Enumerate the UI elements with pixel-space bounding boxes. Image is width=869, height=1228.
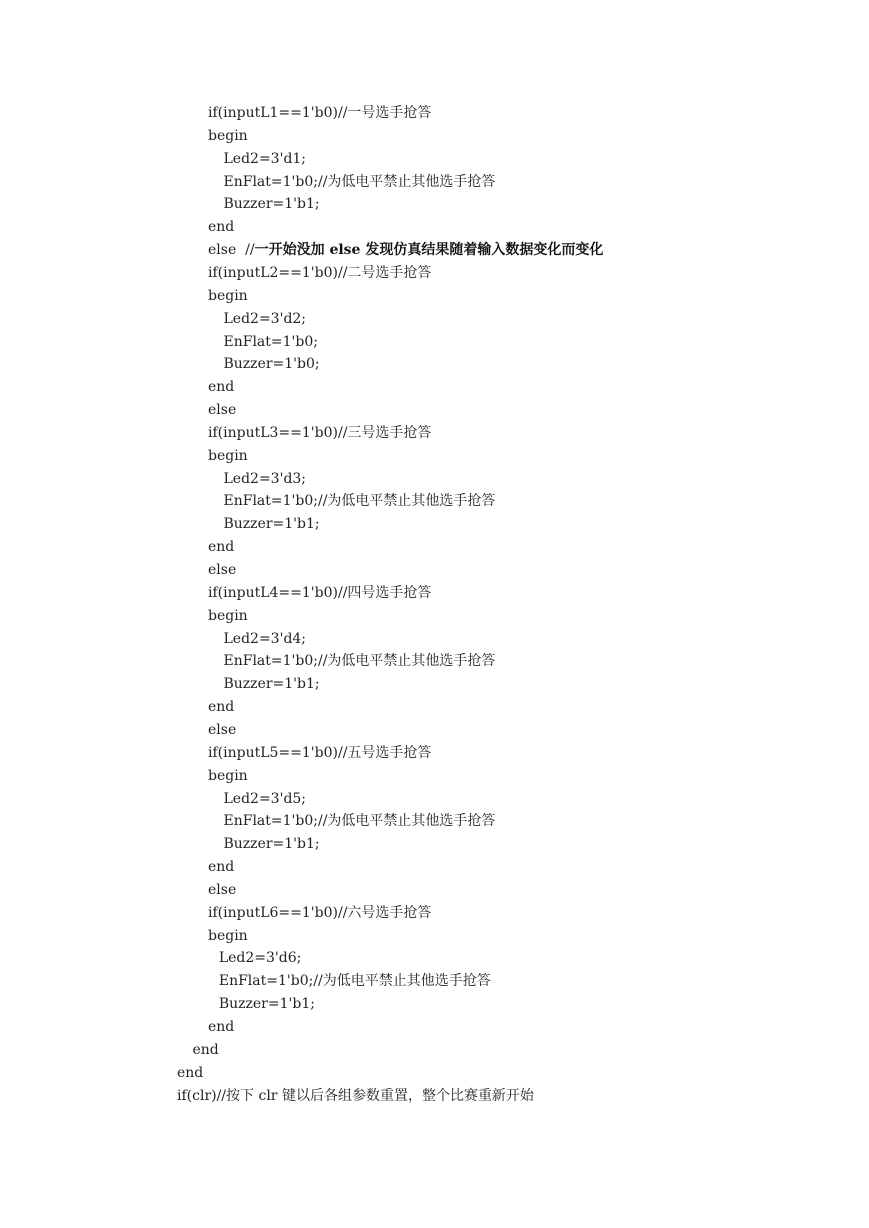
code-text: begin — [208, 127, 248, 144]
code-text: Led2=3'd4; — [223, 630, 307, 647]
code-text: end — [208, 539, 235, 556]
code-line — [177, 1087, 534, 1105]
code-text: end — [208, 699, 235, 716]
code-line — [208, 264, 431, 282]
code-text: begin — [208, 447, 248, 464]
code-line — [208, 447, 248, 465]
code-line — [208, 721, 236, 739]
code-line — [224, 515, 320, 533]
code-text: begin — [208, 927, 248, 944]
code-text: if(inputL6==1'b0)//六号选手抢答 — [208, 904, 432, 921]
code-text: Buzzer=1'b1; — [223, 836, 320, 853]
code-line — [193, 1041, 219, 1059]
code-line — [224, 333, 318, 351]
code-line — [208, 881, 236, 899]
code-line — [219, 972, 491, 990]
code-text: EnFlat=1'b0; — [223, 333, 318, 350]
code-line — [224, 470, 307, 488]
code-text: end — [208, 379, 235, 396]
code-text: else — [208, 562, 237, 578]
code-text: if(inputL1==1'b0)//一号选手抢答 — [208, 105, 432, 121]
code-line — [208, 401, 236, 419]
code-line — [208, 104, 431, 122]
code-text: Led2=3'd1; — [223, 150, 307, 167]
code-line — [208, 584, 431, 602]
code-line — [208, 744, 431, 762]
code-line — [224, 492, 496, 510]
code-line — [208, 767, 248, 785]
code-line — [224, 812, 496, 830]
code-text: Buzzer=1'b1; — [218, 996, 315, 1013]
code-line — [208, 904, 431, 922]
code-text: end — [192, 1041, 219, 1058]
code-text: else — [208, 402, 237, 419]
code-text: Buzzer=1'b1; — [223, 516, 320, 533]
code-line — [224, 790, 307, 808]
code-text: begin — [208, 767, 248, 784]
code-line — [208, 698, 234, 716]
code-text: end — [208, 1019, 235, 1035]
code-text: Led2=3'd6; — [218, 950, 302, 967]
code-text: if(inputL2==1'b0)//二号选手抢答 — [208, 264, 432, 281]
code-text: end — [208, 859, 235, 876]
code-line — [208, 858, 234, 876]
code-text: Buzzer=1'b0; — [223, 356, 320, 373]
code-text: Led2=3'd3; — [223, 470, 307, 487]
code-line — [208, 927, 248, 945]
code-text: EnFlat=1'b0;//为低电平禁止其他选手抢答 — [223, 813, 496, 830]
code-text: EnFlat=1'b0;//为低电平禁止其他选手抢答 — [218, 973, 491, 990]
code-text: end — [208, 219, 235, 236]
code-line — [208, 424, 431, 442]
code-text: EnFlat=1'b0;//为低电平禁止其他选手抢答 — [223, 493, 496, 510]
code-line — [208, 538, 234, 556]
code-line — [208, 561, 236, 579]
code-text: Led2=3'd5; — [223, 790, 307, 807]
code-text: EnFlat=1'b0;//为低电平禁止其他选手抢答 — [223, 653, 496, 670]
code-line — [208, 241, 603, 259]
code-text: begin — [208, 287, 248, 304]
code-line — [224, 355, 320, 373]
code-text: Buzzer=1'b1; — [223, 676, 320, 693]
code-line — [224, 652, 496, 670]
code-text: if(inputL5==1'b0)//五号选手抢答 — [208, 744, 432, 761]
code-text: end — [177, 1064, 204, 1081]
code-line — [208, 287, 248, 305]
code-line — [177, 1064, 203, 1082]
code-line — [208, 378, 234, 396]
code-line — [219, 995, 315, 1013]
code-text: Led2=3'd2; — [223, 310, 307, 327]
code-line — [208, 1018, 234, 1036]
code-text: if(clr)//按下 clr 键以后各组参数重置，整个比赛重新开始 — [177, 1087, 534, 1104]
code-line — [208, 218, 234, 236]
code-text: begin — [208, 607, 248, 624]
code-line — [219, 949, 302, 967]
code-text: if(inputL4==1'b0)//四号选手抢答 — [208, 584, 432, 601]
code-line — [224, 173, 496, 191]
code-text: else // — [208, 242, 255, 259]
code-line — [224, 675, 320, 693]
code-line — [224, 630, 307, 648]
code-text: EnFlat=1'b0;//为低电平禁止其他选手抢答 — [223, 173, 496, 190]
code-text: if(inputL3==1'b0)//三号选手抢答 — [208, 424, 432, 441]
code-line — [224, 150, 307, 168]
code-line — [208, 607, 248, 625]
code-line — [208, 127, 248, 145]
code-text: Buzzer=1'b1; — [223, 196, 320, 213]
code-line — [224, 310, 307, 328]
code-line — [224, 835, 320, 853]
code-text: else — [208, 881, 237, 898]
code-text: else — [208, 721, 237, 738]
code-line — [224, 195, 320, 213]
code-comment-bold: 一开始没加 else 发现仿真结果随着输入数据变化而变化 — [254, 242, 604, 259]
